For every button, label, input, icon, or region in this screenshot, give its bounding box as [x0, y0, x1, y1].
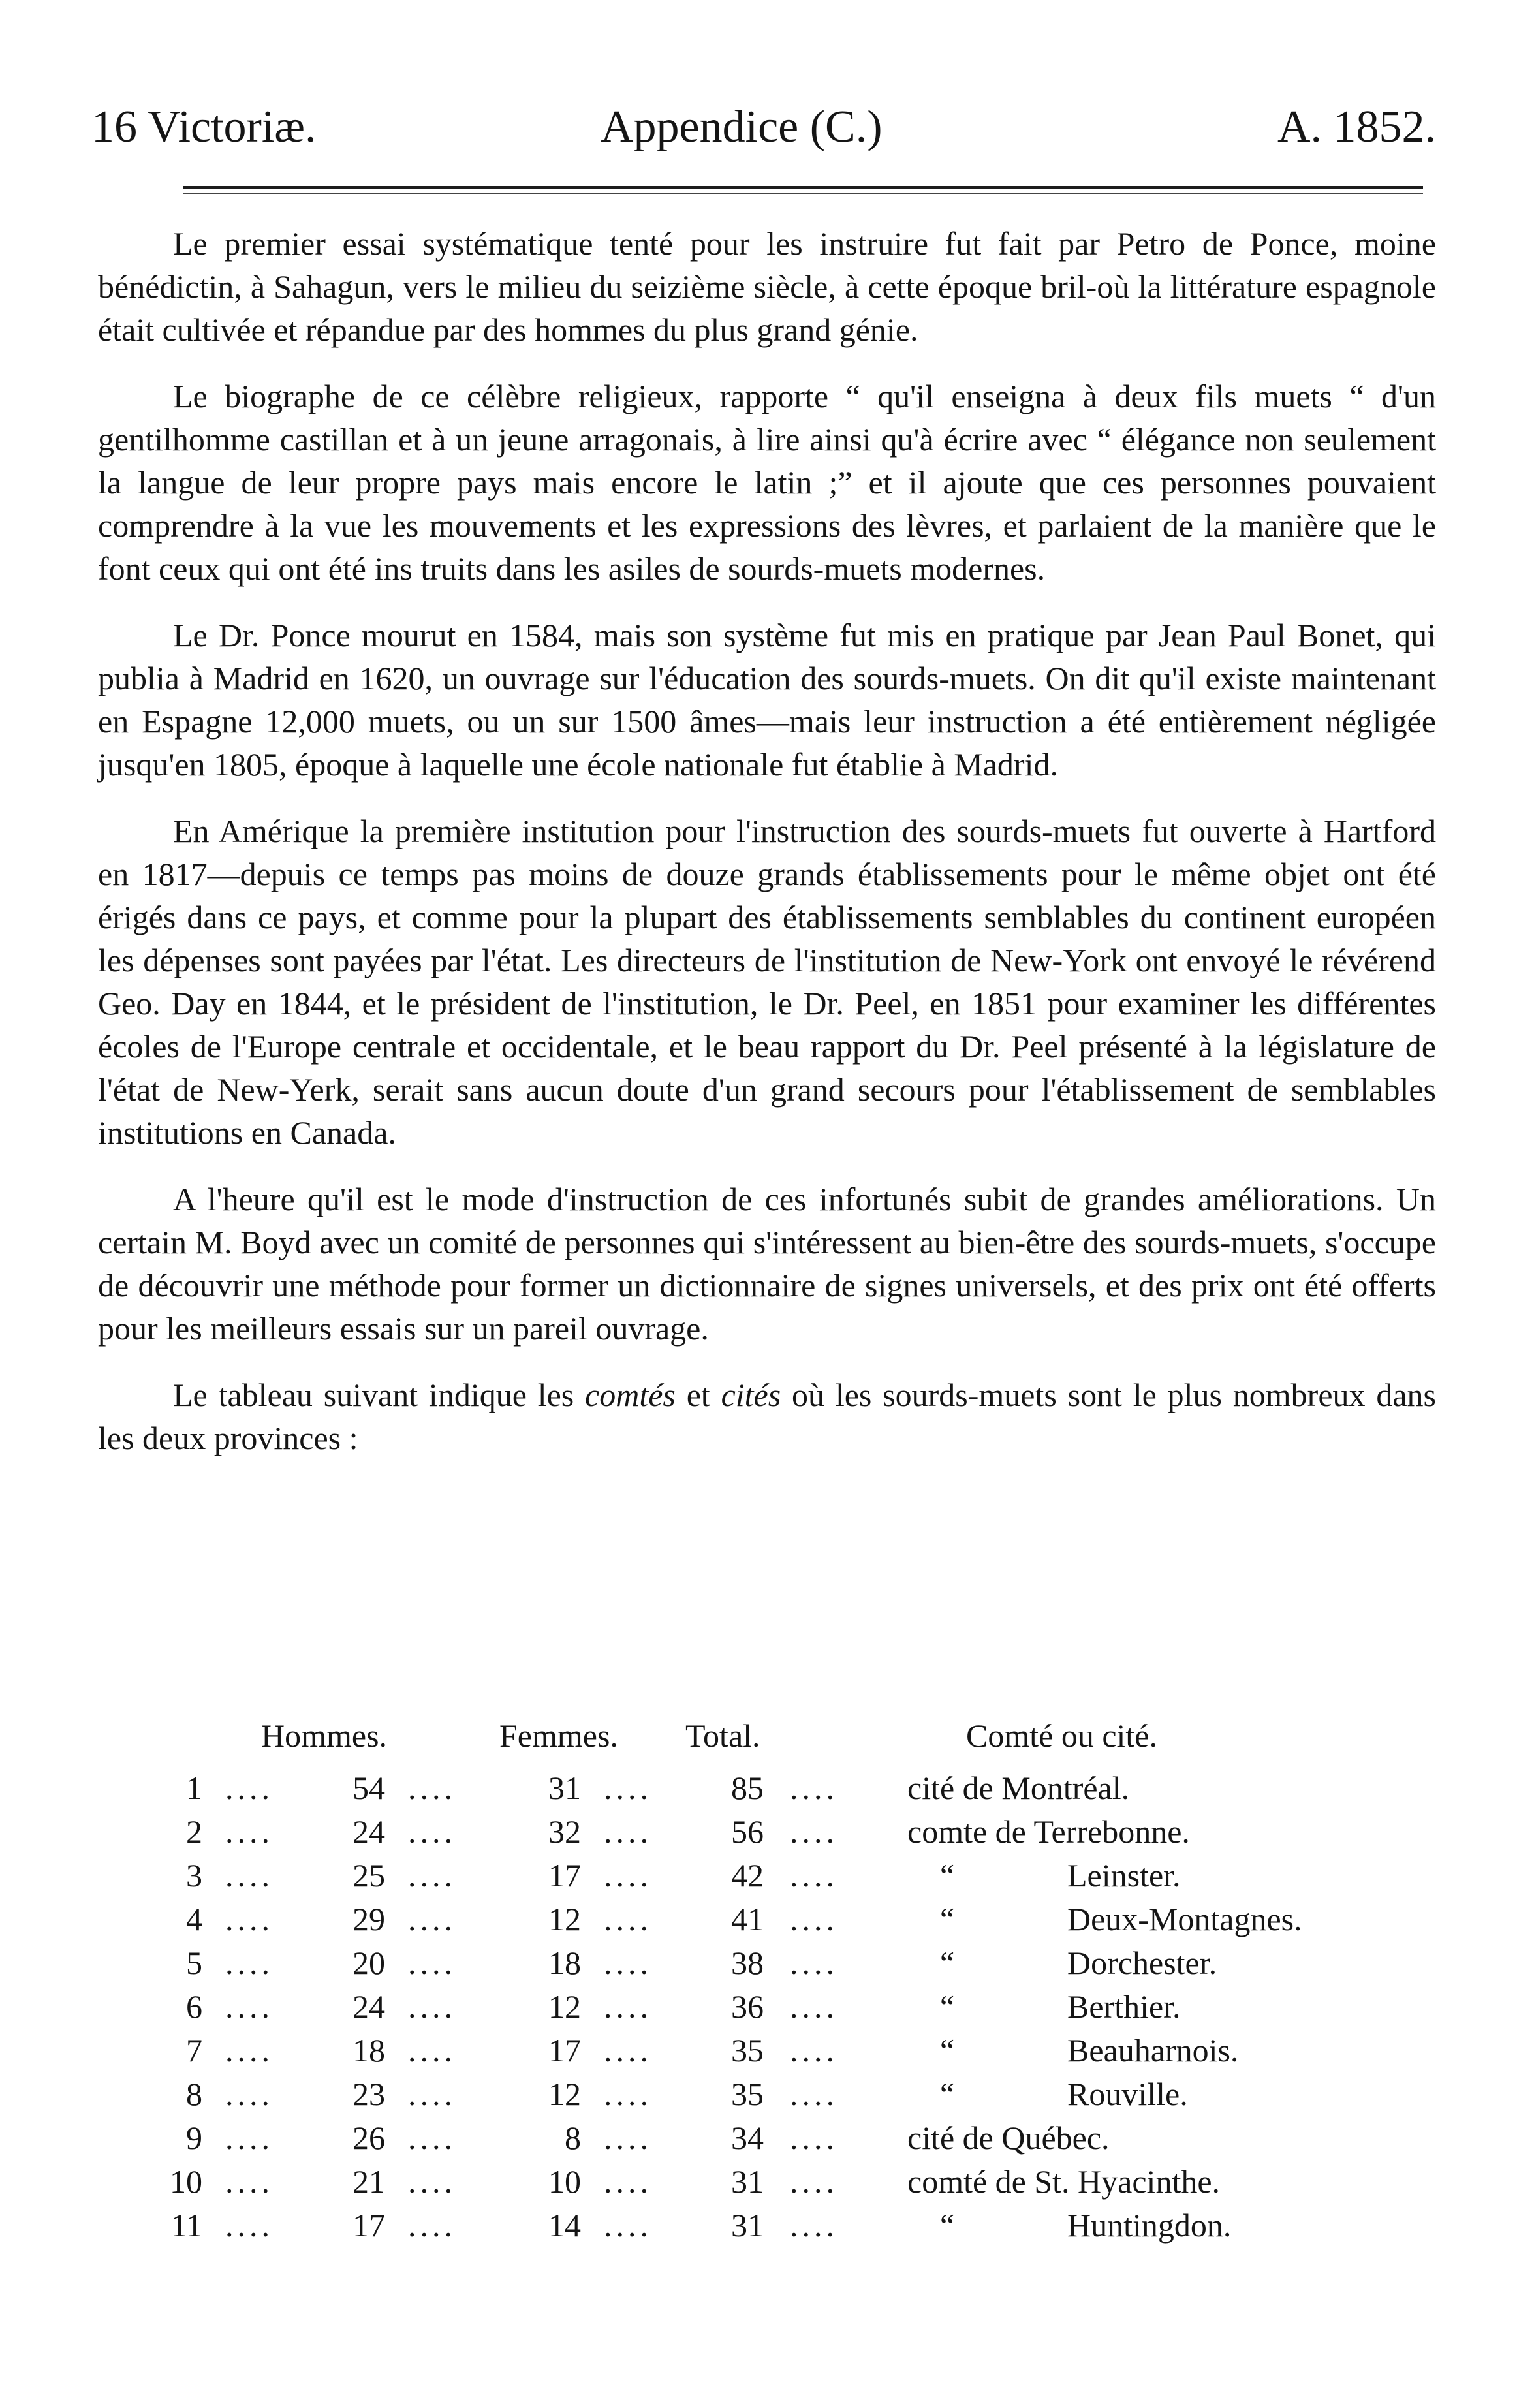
- table-row: [98, 1813, 1436, 1856]
- ditto-mark: “: [940, 1901, 955, 1937]
- ditto-mark: “: [940, 2207, 955, 2244]
- header-left: 16 Victoriæ.: [91, 102, 317, 152]
- femmes-value: 12: [548, 2076, 581, 2112]
- row-number: 2: [186, 1813, 202, 1850]
- hommes-value: 23: [352, 2076, 385, 2112]
- place-name: comté de St. Hyacinthe.: [907, 2163, 1221, 2200]
- leader-dots: ....: [604, 2207, 652, 2244]
- leader-dots: ....: [408, 2076, 456, 2112]
- leader-dots: ....: [790, 1813, 838, 1850]
- leader-dots: ....: [408, 2032, 456, 2069]
- row-number: 9: [186, 2119, 202, 2156]
- leader-dots: ....: [225, 1770, 274, 1806]
- hommes-value: 24: [352, 1988, 385, 2025]
- femmes-value: 8: [565, 2119, 581, 2156]
- leader-dots: ....: [604, 2076, 652, 2112]
- leader-dots: ....: [604, 1988, 652, 2025]
- place-name: Huntingdon.: [1067, 2207, 1232, 2244]
- femmes-value: 10: [548, 2163, 581, 2200]
- femmes-value: 18: [548, 1945, 581, 1981]
- place-name: Dorchester.: [1067, 1945, 1217, 1981]
- leader-dots: ....: [604, 2032, 652, 2069]
- hommes-value: 17: [352, 2207, 385, 2244]
- hommes-value: 20: [352, 1945, 385, 1981]
- hommes-value: 18: [352, 2032, 385, 2069]
- leader-dots: ....: [604, 2119, 652, 2156]
- leader-dots: ....: [225, 2119, 274, 2156]
- table-row: [98, 2075, 1436, 2119]
- table-row: [98, 2163, 1436, 2206]
- place-name: Berthier.: [1067, 1988, 1181, 2025]
- leader-dots: ....: [790, 1988, 838, 2025]
- leader-dots: ....: [790, 2207, 838, 2244]
- total-value: 42: [731, 1857, 764, 1894]
- leader-dots: ....: [225, 2207, 274, 2244]
- leader-dots: ....: [604, 1857, 652, 1894]
- row-number: 7: [186, 2032, 202, 2069]
- total-value: 36: [731, 1988, 764, 2025]
- femmes-value: 31: [548, 1770, 581, 1806]
- header-femmes: Femmes.: [499, 1717, 618, 1754]
- femmes-value: 17: [548, 1857, 581, 1894]
- place-name: Deux-Montagnes.: [1067, 1901, 1302, 1937]
- femmes-value: 32: [548, 1813, 581, 1850]
- row-number: 3: [186, 1857, 202, 1894]
- row-number: 4: [186, 1901, 202, 1937]
- leader-dots: ....: [790, 2163, 838, 2200]
- intro-before: Le tableau suivant indique les: [173, 1377, 586, 1413]
- leader-dots: ....: [408, 1770, 456, 1806]
- leader-dots: ....: [604, 1813, 652, 1850]
- femmes-value: 12: [548, 1901, 581, 1937]
- statistics-table: [98, 1717, 1436, 2250]
- total-value: 31: [731, 2207, 764, 2244]
- leader-dots: ....: [408, 1813, 456, 1850]
- table-row: [98, 1769, 1436, 1813]
- table-row: [98, 1944, 1436, 1988]
- ditto-mark: “: [940, 1945, 955, 1981]
- leader-dots: ....: [408, 2163, 456, 2200]
- leader-dots: ....: [408, 1945, 456, 1981]
- leader-dots: ....: [790, 2119, 838, 2156]
- intro-comtes: comtés: [585, 1377, 676, 1413]
- femmes-value: 12: [548, 1988, 581, 2025]
- femmes-value: 14: [548, 2207, 581, 2244]
- header-title: Appendice (C.): [601, 102, 883, 152]
- row-number: 10: [170, 2163, 202, 2200]
- leader-dots: ....: [408, 1901, 456, 1937]
- intro-cites: cités: [721, 1377, 781, 1413]
- paragraph: Le premier essai systématique tenté pour les instruire fut fait par Petro de Ponce, moine bénédictin, à Sahagun, vers le milieu du seizième siècle, à cette époque bril-où la littérature espagnole était cultivée et répandue par des hommes du plus grand génie.: [98, 225, 1436, 348]
- total-value: 56: [731, 1813, 764, 1850]
- total-value: 41: [731, 1901, 764, 1937]
- place-name: cité de Montréal.: [907, 1770, 1130, 1806]
- header-hommes: Hommes.: [261, 1717, 388, 1754]
- leader-dots: ....: [790, 2032, 838, 2069]
- leader-dots: ....: [790, 2076, 838, 2112]
- leader-dots: ....: [604, 2163, 652, 2200]
- header-rule: [183, 186, 1423, 189]
- leader-dots: ....: [225, 1813, 274, 1850]
- header-place: Comté ou cité.: [966, 1717, 1157, 1754]
- leader-dots: ....: [604, 1945, 652, 1981]
- table-row: [98, 2119, 1436, 2163]
- leader-dots: ....: [408, 1857, 456, 1894]
- ditto-mark: “: [940, 2076, 955, 2112]
- table-body: [98, 1769, 1436, 2250]
- total-value: 85: [731, 1770, 764, 1806]
- leader-dots: ....: [790, 1770, 838, 1806]
- body-text: [98, 222, 1436, 1483]
- table-row: [98, 1856, 1436, 1900]
- leader-dots: ....: [225, 2163, 274, 2200]
- paragraph: Le Dr. Ponce mourut en 1584, mais son système fut mis en pratique par Jean Paul Bonet, qui publia à Madrid en 1620, un ouvrage sur l'éducation des sourds-muets. On dit qu'il existe maintenant en Espagne 12,000 muets, ou un sur 1500 âmes—mais leur instruction a été entièrement négligée jusqu'en 1805, époque à laquelle une école nationale fut établie à Madrid.: [98, 617, 1436, 783]
- ditto-mark: “: [940, 1857, 955, 1894]
- place-name: Rouville.: [1067, 2076, 1188, 2112]
- table-row: [98, 2031, 1436, 2075]
- leader-dots: ....: [408, 1988, 456, 2025]
- header-year: A. 1852.: [1277, 102, 1436, 152]
- hommes-value: 26: [352, 2119, 385, 2156]
- row-number: 5: [186, 1945, 202, 1981]
- place-name: comte de Terrebonne.: [907, 1813, 1190, 1850]
- leader-dots: ....: [225, 1988, 274, 2025]
- hommes-value: 25: [352, 1857, 385, 1894]
- hommes-value: 21: [352, 2163, 385, 2200]
- leader-dots: ....: [225, 1857, 274, 1894]
- paragraph: A l'heure qu'il est le mode d'instruction de ces infortunés subit de grandes améliorations. Un certain M. Boyd avec un comité de personnes qui s'intéressent au bien-être des sourds-muets, s'occupe de découvrir une méthode pour former un dictionnaire de signes universels, et des prix ont été offerts pour les meilleurs essais sur un pareil ouvrage.: [98, 1181, 1436, 1347]
- paragraph: Le biographe de ce célèbre religieux, rapporte “ qu'il enseigna à deux fils muets “ d'un gentilhomme castillan et à un jeune arragonais, à lire ainsi qu'à écrire avec “ élégance non seulement la langue de leur propre pays mais encore le latin ;” et il ajoute que ces personnes pouvaient comprendre à la vue les mouvements et les expressions des lèvres, et parlaient de la manière que le font ceux qui ont été ins truits dans les asiles de sourds-muets modernes.: [98, 378, 1436, 587]
- row-number: 8: [186, 2076, 202, 2112]
- table-intro: [98, 1373, 1436, 1460]
- leader-dots: ....: [604, 1901, 652, 1937]
- page-header: [91, 91, 1436, 163]
- hommes-value: 54: [352, 1770, 385, 1806]
- total-value: 34: [731, 2119, 764, 2156]
- row-number: 1: [186, 1770, 202, 1806]
- leader-dots: ....: [408, 2207, 456, 2244]
- ditto-mark: “: [940, 1988, 955, 2025]
- place-name: cité de Québec.: [907, 2119, 1110, 2156]
- total-value: 35: [731, 2076, 764, 2112]
- leader-dots: ....: [408, 2119, 456, 2156]
- table-row: [98, 2206, 1436, 2250]
- leader-dots: ....: [225, 2032, 274, 2069]
- leader-dots: ....: [225, 2076, 274, 2112]
- leader-dots: ....: [790, 1901, 838, 1937]
- place-name: Leinster.: [1067, 1857, 1181, 1894]
- header-rule-thin: [183, 193, 1423, 194]
- ditto-mark: “: [940, 2032, 955, 2069]
- table-header: [98, 1717, 1436, 1769]
- place-name: Beauharnois.: [1067, 2032, 1239, 2069]
- row-number: 6: [186, 1988, 202, 2025]
- table-row: [98, 1988, 1436, 2031]
- total-value: 31: [731, 2163, 764, 2200]
- row-number: 11: [170, 2207, 202, 2244]
- total-value: 38: [731, 1945, 764, 1981]
- hommes-value: 29: [352, 1901, 385, 1937]
- hommes-value: 24: [352, 1813, 385, 1850]
- leader-dots: ....: [225, 1945, 274, 1981]
- header-total: Total.: [685, 1717, 760, 1754]
- femmes-value: 17: [548, 2032, 581, 2069]
- leader-dots: ....: [790, 1857, 838, 1894]
- total-value: 35: [731, 2032, 764, 2069]
- leader-dots: ....: [604, 1770, 652, 1806]
- table-row: [98, 1900, 1436, 1944]
- intro-after: où les sourds-muets sont le plus nombreux dans les deux provinces :: [98, 1377, 1436, 1456]
- leader-dots: ....: [225, 1901, 274, 1937]
- intro-et: et: [675, 1377, 721, 1413]
- paragraph: En Amérique la première institution pour l'instruction des sourds-muets fut ouverte à Hartford en 1817—depuis ce temps pas moins de douze grands établissements pour le même objet ont été érigés dans ce pays, et comme pour la plupart des établissements semblables du continent européen les dépenses sont payées par l'état. Les directeurs de l'institution de New-York ont envoyé le révérend Geo. Day en 1844, et le président de l'institution, le Dr. Peel, en 1851 pour examiner les différentes écoles de l'Europe centrale et occidentale, et le beau rapport du Dr. Peel présenté à la législature de l'état de New-Yerk, serait sans aucun doute d'un grand secours pour l'établissement de semblables institutions en Canada.: [98, 813, 1436, 1151]
- leader-dots: ....: [790, 1945, 838, 1981]
